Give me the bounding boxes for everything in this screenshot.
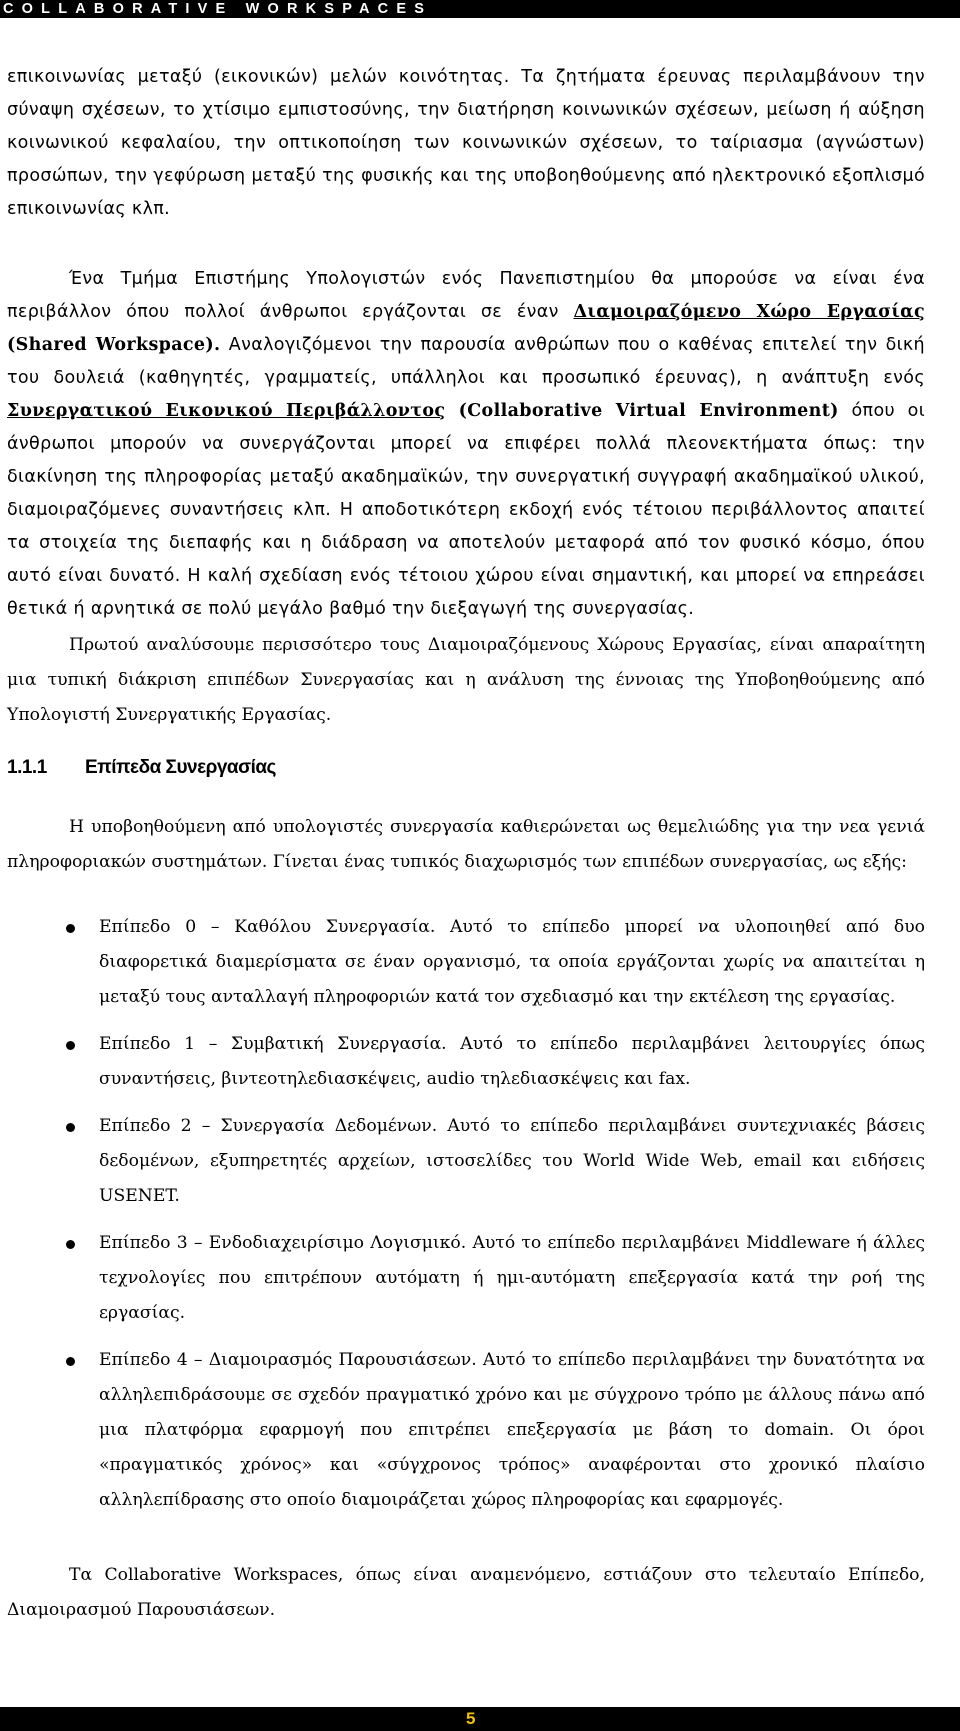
paragraph-conclusion: Τα Collaborative Workspaces, όπως είναι αναμενόμενο, εστιάζουν στο τελευταίο Επίπεδο, Διαμοιρασμού Παρουσιάσεων. <box>7 1565 925 1620</box>
list-item-text: Επίπεδο 3 – Ενδοδιαχειρίσιμο Λογισμικό. Αυτό το επίπεδο περιλαμβάνει Middleware ή άλλες τεχνολογίες που επιτρέπουν αυτόματη ή ημι-αυτόματη επεξεργασία κατά την ροή της εργασίας. <box>99 1233 925 1323</box>
list-item-text: Επίπεδο 2 – Συνεργασία Δεδομένων. Αυτό το επίπεδο περιλαμβάνει συντεχνιακές βάσεις δεδομένων, εξυπηρετητές αρχείων, ιστοσελίδες του World Wide Web, email και ειδήσεις USENET. <box>99 1116 925 1206</box>
bullet-icon <box>66 924 75 933</box>
text-span: Ένα Τμήμα Επιστήμης Υπολογιστών ενός Πανεπιστημίου θα μπορούσε να είναι ένα περιβάλλον όπου πολλοί άνθρωποι εργάζονται σε έναν <box>7 269 925 322</box>
paragraph-before-levels: Πρωτού αναλύσουμε περισσότερο τους Διαμοιραζόμενους Χώρους Εργασίας, είναι απαραίτητη μια τυπική διάκριση επιπέδων Συνεργασίας και η ανάλυση της έννοιας της Υποβοηθούμενης από Υπολογιστή Συνεργατικής Εργασίας. <box>7 635 925 725</box>
bullet-icon <box>66 1041 75 1050</box>
section-number: 1.1.1 <box>7 757 47 778</box>
list-item <box>7 1027 925 1097</box>
text-span: Αναλογιζόμενοι την παρουσία ανθρώπων που ο καθένας επιτελεί την δική του δουλειά (καθηγητές, γραμματείς, υπάλληλοι και προσωπικό έρευνας), η ανάπτυξη ενός <box>7 335 926 388</box>
list-item-text: Επίπεδο 0 – Καθόλου Συνεργασία. Αυτό το επίπεδο μπορεί να υλοποιηθεί από δυο διαφορετικά διαμερίσματα σε έναν οργανισμό, τα οποία εργάζονται χωρίς να απαιτείται η μεταξύ τους ανταλλαγή πληροφοριών κατά τον σχεδιασμό και την εκτέλεση της εργασίας. <box>99 917 925 1007</box>
term-shared-workspace-en: (Shared Workspace). <box>7 335 221 355</box>
term-shared-workspace: Διαμοιραζόμενο Χώρο Εργασίας <box>573 302 925 322</box>
page-footer <box>0 1707 960 1731</box>
section-heading <box>7 757 276 779</box>
list-item <box>7 1109 925 1214</box>
paragraph-shared-workspace <box>7 263 925 626</box>
text-span: όπου οι άνθρωποι μπορούν να συνεργάζονται μπορεί να επιφέρει πολλά πλεονεκτήματα όπως: την διακίνηση της πληροφορίας μεταξύ ακαδημαϊκών, την συνεργατική συγγραφή ακαδημαϊκού υλικού, διαμοιραζόμενες συναντήσεις κλπ. Η αποδοτικότερη εκδοχή ενός τέτοιου περιβάλλοντος απαιτεί τα στοιχεία της διεπαφής και η διάδραση να αποτελούν μεταφορά από τον φυσικό κόσμο, όπου αυτό είναι δυνατό. Η καλή σχεδίαση ενός τέτοιου χώρου είναι σημαντική, και μπορεί να επηρεάσει θετικά ή αρνητικά σε πολύ μεγάλο βαθμό την διεξαγωγή της συνεργασίας. <box>7 401 925 619</box>
list-item-text: Επίπεδο 4 – Διαμοιρασμός Παρουσιάσεων. Αυτό το επίπεδο περιλαμβάνει την δυνατότητα να αλληλεπιδράσουμε σε σχεδόν πραγματικό χρόνο και με σύγχρονο τρόπο με άλλους πάνω από μια πλατφόρμα εφαρμογή που επιτρέπει επεξεργασία με βάση το domain. Οι όροι «πραγματικός χρόνος» και «σύγχρονος τρόπος» αναφέρονται στο χρονικό πλαίσιο αλληλεπίδρασης στο οποίο διαμοιράζεται χώρος πληροφορίας και εφαρμογές. <box>99 1350 925 1510</box>
list-item <box>7 910 925 1015</box>
section-title: Επίπεδα Συνεργασίας <box>85 757 276 778</box>
paragraph-intro: επικοινωνίας μεταξύ (εικονικών) μελών κοινότητας. Τα ζητήματα έρευνας περιλαμβάνουν την σύναψη σχέσεων, το χτίσιμο εμπιστοσύνης, την διατήρηση κοινωνικών σχέσεων, μείωση ή αύξηση κοινωνικού κεφαλαίου, την οπτικοποίηση των κοινωνικών σχέσεων, το ταίριασμα (αγνώστων) προσώπων, την γεφύρωση μεταξύ της φυσικής και της υποβοηθούμενης από ηλεκτρονικό εξοπλισμό επικοινωνίας κλπ. <box>7 67 925 219</box>
list-item <box>7 1343 925 1518</box>
levels-list <box>7 910 925 1530</box>
bullet-icon <box>66 1357 75 1366</box>
bullet-icon <box>66 1123 75 1132</box>
bullet-icon <box>66 1240 75 1249</box>
term-collaborative-env-en: (Collaborative Virtual Environment) <box>445 401 839 421</box>
list-item-text: Επίπεδο 1 – Συμβατική Συνεργασία. Αυτό το επίπεδο περιλαμβάνει λειτουργίες όπως συναντήσεις, βιντεοτηλεδιασκέψεις, audio τηλεδιασκέψεις και fax. <box>99 1034 925 1089</box>
list-item <box>7 1226 925 1331</box>
page-number: 5 <box>466 1709 476 1728</box>
paragraph-levels-intro: Η υποβοηθούμενη από υπολογιστές συνεργασία καθιερώνεται ως θεμελιώδης για την νεα γενιά πληροφοριακών συστημάτων. Γίνεται ένας τυπικός διαχωρισμός των επιπέδων συνεργασίας, ως εξής: <box>7 817 925 872</box>
running-header: COLLABORATIVE WORKSPACES <box>0 0 960 18</box>
term-collaborative-env: Συνεργατικού Εικονικού Περιβάλλοντος <box>7 401 446 421</box>
